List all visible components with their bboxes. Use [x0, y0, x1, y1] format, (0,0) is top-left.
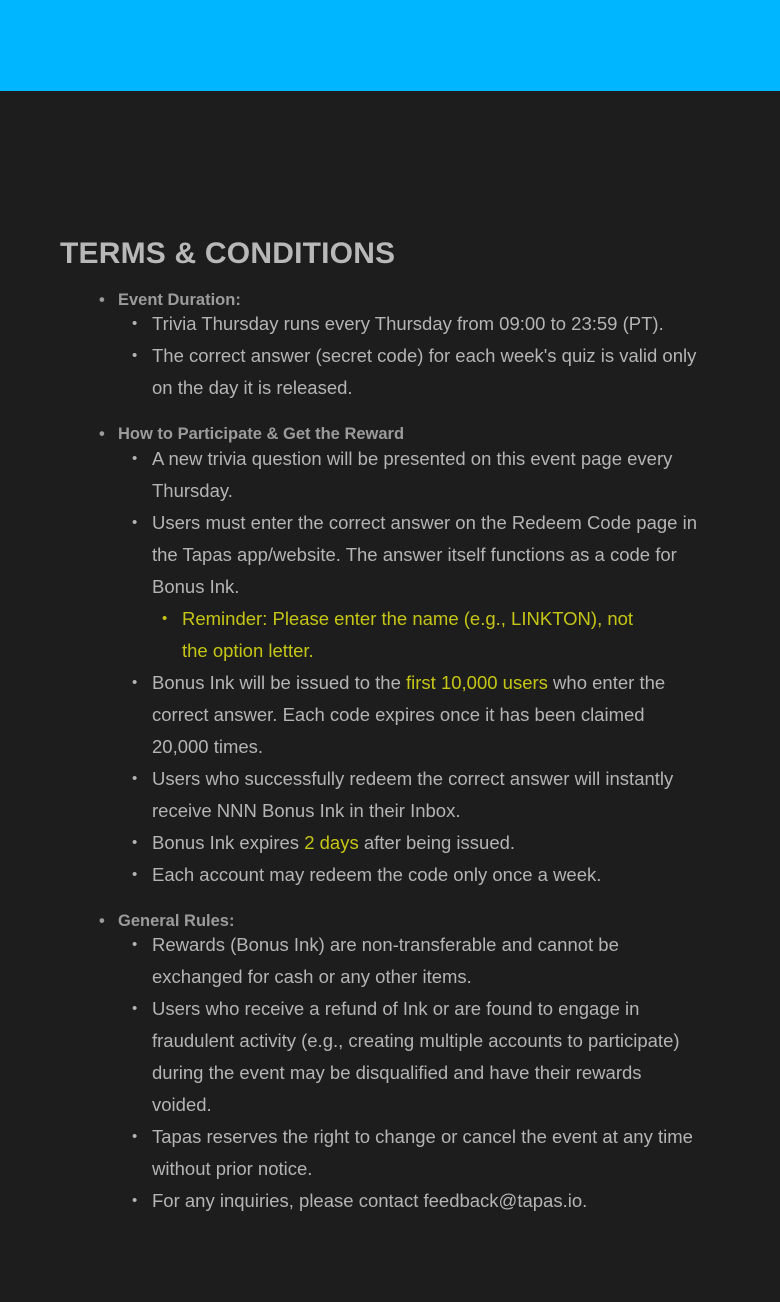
- list-item: [40, 308, 740, 340]
- top-banner: [0, 0, 780, 91]
- bullet-icon: •: [99, 425, 105, 443]
- bullet-icon: •: [132, 936, 138, 953]
- section-item-list: [40, 308, 740, 404]
- body-text: A new trivia question will be presented on this event page every Thursday.: [152, 447, 673, 501]
- bullet-icon: •: [132, 673, 138, 691]
- body-text: Bonus Ink expires: [152, 831, 305, 853]
- sub-item-list: [152, 603, 700, 667]
- body-text: Users must enter the correct answer on the Redeem Code page in the Tapas app/website. The answer itself functions as a code for Bonus Ink.: [152, 511, 698, 597]
- bullet-icon: •: [132, 347, 138, 364]
- section-heading: [40, 426, 740, 443]
- body-text: Users who receive a refund of Ink or are found to engage in fraudulent activity (e.g., creating multiple accounts to participate) during the event may be disqualified and have their rewards voided.: [152, 998, 680, 1115]
- terms-section: [40, 913, 740, 1218]
- bullet-icon: •: [162, 609, 168, 627]
- bullet-icon: •: [132, 513, 138, 531]
- list-item: [40, 763, 740, 827]
- body-text: Bonus Ink will be issued to the: [152, 671, 407, 693]
- list-item: [40, 1185, 740, 1217]
- section-heading-label: General Rules:: [118, 911, 235, 930]
- body-text: Trivia Thursday runs every Thursday from 09:00 to 23:59 (PT).: [152, 313, 664, 334]
- section-heading: [40, 292, 740, 309]
- body-text: The correct answer (secret code) for each week's quiz is valid only on the day it is released.: [152, 345, 697, 398]
- bullet-icon: •: [132, 1000, 138, 1017]
- body-text: Each account may redeem the code only once a week.: [152, 863, 602, 885]
- bullet-icon: •: [99, 911, 105, 930]
- list-item: [40, 1121, 740, 1185]
- list-item: [152, 603, 700, 667]
- section-heading-label: How to Participate & Get the Reward: [118, 425, 405, 443]
- body-text: who enter the correct answer. Each code expires once it has been claimed 20,000 times.: [152, 671, 666, 757]
- bullet-icon: •: [132, 1128, 138, 1145]
- bullet-icon: •: [99, 290, 105, 309]
- section-heading-label: Event Duration:: [118, 290, 241, 309]
- section-item-list: [40, 443, 740, 891]
- bullet-icon: •: [132, 865, 138, 883]
- bullet-icon: •: [132, 449, 138, 467]
- highlighted-text: 2 days: [304, 831, 359, 853]
- terms-section: [40, 292, 740, 405]
- list-item: [40, 993, 740, 1121]
- terms-section-list: [40, 292, 740, 1218]
- highlighted-text: first 10,000 users: [406, 671, 548, 693]
- body-text: after being issued.: [358, 831, 516, 853]
- bullet-icon: •: [132, 1192, 138, 1209]
- terms-and-conditions-content: [0, 91, 780, 1217]
- list-item: [40, 859, 740, 891]
- list-item: [40, 340, 740, 404]
- body-text: Tapas reserves the right to change or cancel the event at any time without prior notice.: [152, 1126, 693, 1179]
- body-text: Users who successfully redeem the correct answer will instantly receive NNN Bonus Ink in their Inbox.: [152, 767, 674, 821]
- body-text: For any inquiries, please contact feedback@tapas.io.: [152, 1190, 588, 1211]
- list-item: [40, 507, 740, 667]
- section-heading: [40, 913, 740, 930]
- section-item-list: [40, 929, 740, 1217]
- list-item: [40, 667, 740, 763]
- bullet-icon: •: [132, 315, 138, 332]
- terms-section: [40, 426, 740, 891]
- list-item: [40, 827, 740, 859]
- page-title: TERMS & CONDITIONS: [60, 237, 396, 270]
- list-item: [40, 443, 740, 507]
- list-item: [40, 929, 740, 993]
- body-text: Rewards (Bonus Ink) are non-transferable and cannot be exchanged for cash or any other items.: [152, 934, 619, 987]
- bullet-icon: •: [132, 769, 138, 787]
- bullet-icon: •: [132, 833, 138, 851]
- highlighted-text: Reminder: Please enter the name (e.g., LINKTON), not the option letter.: [182, 607, 634, 661]
